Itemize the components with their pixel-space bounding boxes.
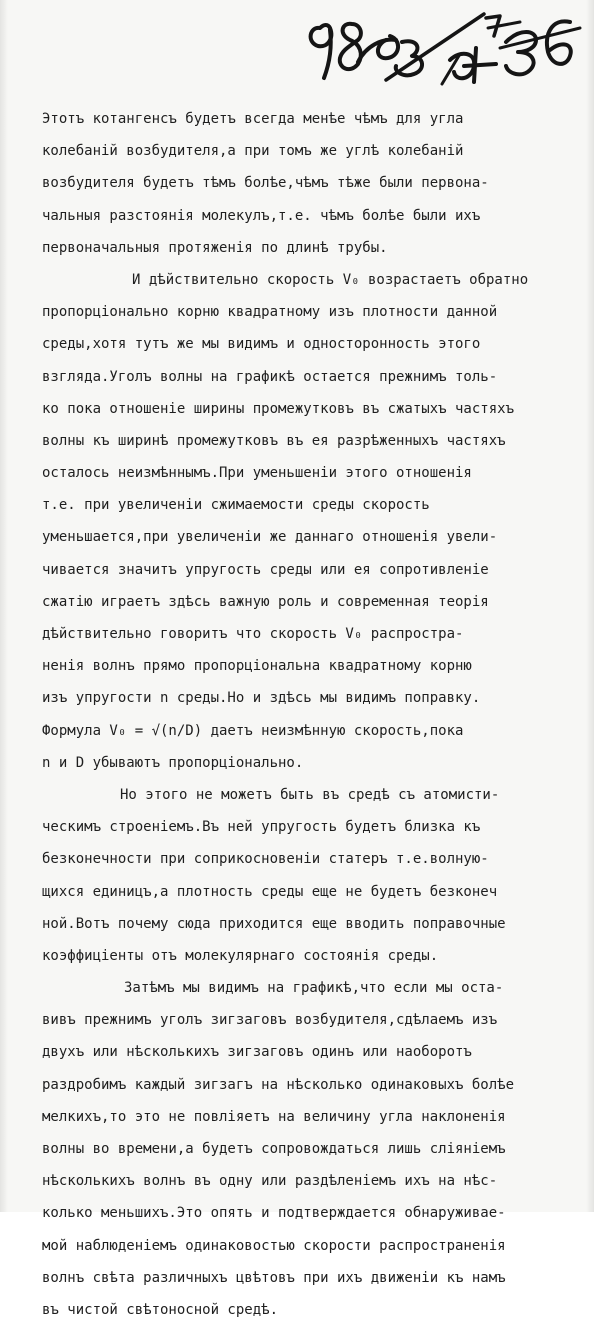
text-line: n и D убываютъ пропорціонально.: [42, 754, 304, 771]
text-line: въ чистой свѣтоносной средѣ.: [42, 1301, 279, 1318]
text-line: т.е. при увеличеніи сжимаемости среды скорость: [42, 497, 430, 514]
text-line: первоначальныя протяженія по длинѣ трубы.: [42, 239, 388, 256]
text-line: чивается значитъ упругость среды или ея сопротивленіе: [42, 561, 489, 578]
text-line: колебаній возбудителя,а при томъ же углѣ колебаній: [42, 143, 464, 160]
text-line: раздробимъ каждый зигзагъ на нѣсколько одинаковыхъ болѣе: [42, 1076, 515, 1093]
text-line: щихся единицъ,а плотность среды еще не будетъ безконеч: [42, 883, 498, 900]
text-line: ческимъ строеніемъ.Въ ней упругость будетъ близка къ: [42, 819, 481, 836]
text-line: волны во времени,а будетъ сопровождаться лишь сліяніемъ: [42, 1141, 506, 1157]
text-line: возбудителя будетъ тѣмъ болѣе,чѣмъ тѣже были первона-: [42, 175, 489, 192]
text-line: сжатію играетъ здѣсь важную роль и современная теорія: [42, 593, 489, 610]
text-line: нѣсколькихъ волнъ въ одну или раздѣленіемъ ихъ на нѣс-: [42, 1173, 498, 1190]
text-line: Затѣмъ мы видимъ на графикѣ,что если мы оста-: [124, 980, 504, 997]
text-line: взгляда.Уголъ волны на графикѣ остается прежнимъ толь-: [42, 368, 498, 385]
text-line: Этотъ котангенсъ будетъ всегда менѣе чѣмъ для угла: [42, 111, 464, 127]
text-line: ненія волнъ прямо пропорціональна квадратному корню: [42, 658, 472, 675]
text-line: И дѣйствительно скорость V₀ возрастаетъ обратно: [132, 271, 529, 288]
text-line: вивъ прежнимъ уголъ зигзаговъ возбудителя,сдѣлаемъ изъ: [42, 1012, 498, 1029]
text-line: безконечности при соприкосновеніи статеръ т.е.волную-: [42, 851, 489, 868]
handwritten-page-numbers: [300, 6, 580, 94]
text-line: осталось неизмѣннымъ.При уменьшеніи этого отношенія: [42, 465, 472, 482]
text-line: двухъ или нѣсколькихъ зигзаговъ одинъ или наоборотъ: [42, 1044, 472, 1061]
text-line: мой наблюденіемъ одинаковостью скорости распространенія: [42, 1237, 506, 1254]
text-line: Но этого не можетъ быть въ средѣ съ атомисти-: [120, 786, 500, 803]
page-right-edge-shadow: [586, 0, 594, 1212]
text-line: Формула V₀ = √(n/D) даетъ неизмѣнную скорость,пока: [42, 722, 464, 739]
text-line: мелкихъ,то это не повліяетъ на величину угла наклоненія: [42, 1108, 506, 1125]
text-line: ко пока отношеніе ширины промежутковъ въ сжатыхъ частяхъ: [42, 400, 515, 417]
document-body: [42, 103, 570, 1326]
text-line: коэффиціенты отъ молекулярнаго состоянія среды.: [42, 947, 439, 964]
text-line: волнъ свѣта различныхъ цвѣтовъ при ихъ движеніи къ намъ: [42, 1269, 506, 1286]
text-line: колько меньшихъ.Это опять и подтверждается обнаруживае-: [42, 1205, 506, 1222]
text-line: уменьшается,при увеличеніи же даннаго отношенія увели-: [42, 529, 498, 546]
text-line: дѣйствительно говоритъ что скорость V₀ распростра-: [42, 626, 464, 642]
text-line: изъ упругости n среды.Но и здѣсь мы видимъ поправку.: [42, 690, 481, 707]
text-line: волны къ ширинѣ промежутковъ въ ея разрѣженныхъ частяхъ: [42, 432, 506, 449]
text-line: ной.Вотъ почему сюда приходится еще вводить поправочные: [42, 915, 506, 932]
text-line: среды,хотя тутъ же мы видимъ и односторонность этого: [42, 336, 481, 353]
page-left-edge-shadow: [0, 0, 8, 1212]
text-line: чальныя разстоянія молекулъ,т.е. чѣмъ болѣе были ихъ: [42, 207, 481, 224]
text-line: пропорціонально корню квадратному изъ плотности данной: [42, 304, 498, 321]
